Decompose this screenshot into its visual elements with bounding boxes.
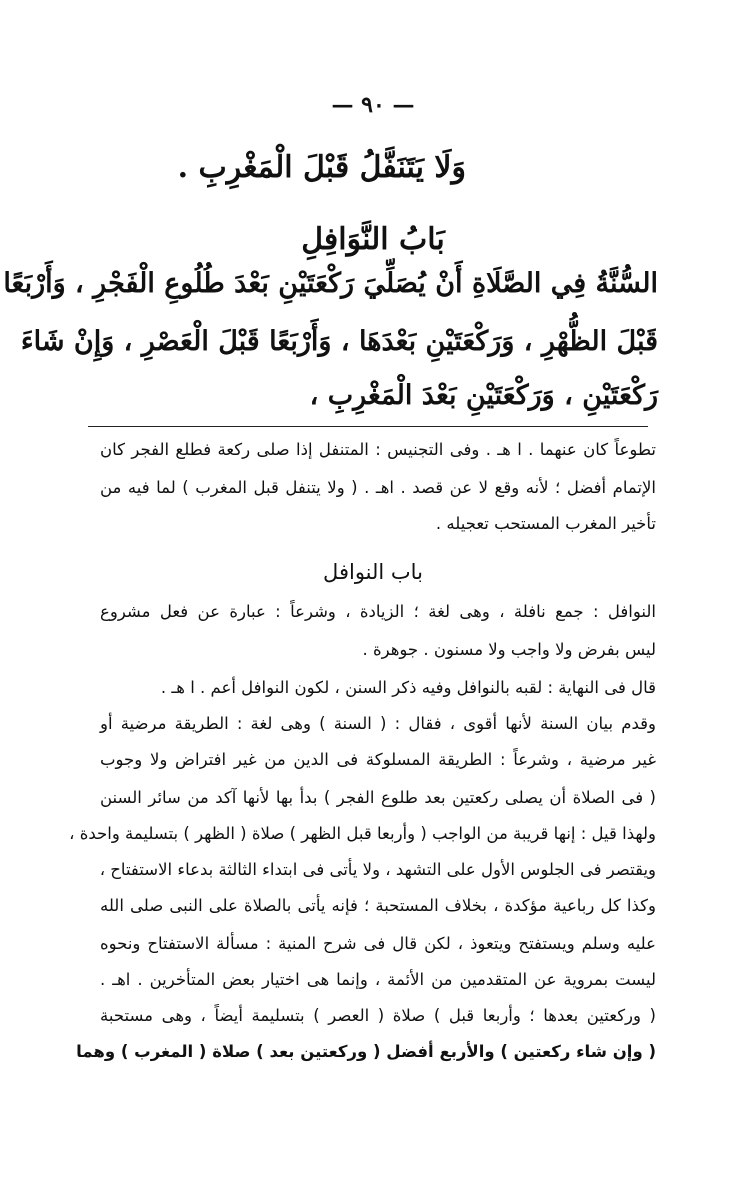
commentary-line: غير مرضية ، وشرعاً : الطريقة المسلوكة فى الدين من غير افتراض ولا وجوب	[100, 750, 656, 769]
matn-line: السُّنَّةُ فِي الصَّلَاةِ أَنْ يُصَلِّيَ رَكْعَتَيْنِ بَعْدَ طُلُوعِ الْفَجْرِ ، وَأَرْبَعًا	[3, 268, 658, 299]
commentary-line: ليس بفرض ولا واجب ولا مسنون . جوهرة .	[362, 640, 656, 659]
commentary-line: ( فى الصلاة أن يصلى ركعتين بعد طلوع الفجر ) بدأ بها لأنها آكد من سائر السنن	[100, 788, 656, 807]
commentary-line: الإتمام أفضل ؛ لأنه وقع لا عن قصد . اهـ . ( ولا يتنفل قبل المغرب ) لما فيه من	[100, 478, 656, 497]
commentary-line: وقدم بيان السنة لأنها أقوى ، فقال : ( السنة ) وهى لغة : الطريقة مرضية أو	[100, 714, 656, 733]
matn-section-title: بَابُ النَّوَافِلِ	[301, 222, 445, 257]
commentary-line: وكذا كل رباعية مؤكدة ، بخلاف المستحبة ؛ فإنه يأتى بالصلاة على النبى صلى الله	[100, 896, 656, 915]
page-number: — ٩٠ —	[331, 92, 415, 118]
commentary-line: تطوعاً كان عنهما . ا هـ . وفى التجنيس : المتنفل إذا صلى ركعة فطلع الفجر كان	[100, 440, 656, 459]
commentary-line: ( وركعتين بعدها ؛ وأربعا قبل ) صلاة ( العصر ) بتسليمة أيضاً ، وهى مستحبة	[100, 1006, 656, 1025]
commentary-line: عليه وسلم ويستفتح ويتعوذ ، لكن قال فى شرح المنية : مسألة الاستفتاح ونحوه	[100, 934, 656, 953]
commentary-line: تأخير المغرب المستحب تعجيله .	[435, 514, 656, 533]
commentary-line: ( وإن شاء ركعتين ) والأربع أفضل ( وركعتين بعد ) صلاة ( المغرب ) وهما	[76, 1042, 656, 1061]
separator-rule	[88, 426, 648, 427]
commentary-line: النوافل : جمع نافلة ، وهى لغة ؛ الزيادة ، وشرعاً : عبارة عن فعل مشروع	[100, 602, 656, 621]
matn-closing-line: وَلَا يَتَنَفَّلُ قَبْلَ الْمَغْرِبِ .	[177, 150, 466, 185]
commentary-line: ويقتصر فى الجلوس الأول على التشهد ، ولا يأتى فى ابتداء الثالثة بدعاء الاستفتاح ،	[99, 860, 656, 879]
matn-line: رَكْعَتَيْنِ ، وَرَكْعَتَيْنِ بَعْدَ الْمَغْرِبِ ،	[309, 380, 658, 411]
matn-line: قَبْلَ الظُّهْرِ ، وَرَكْعَتَيْنِ بَعْدَهَا ، وَأَرْبَعًا قَبْلَ الْعَصْرِ ، وَإِنْ شَاءَ	[20, 326, 658, 357]
commentary-line: ليست بمروية عن المتقدمين من الأئمة ، وإنما هى اختيار بعض المتأخرين . اهـ .	[100, 970, 656, 989]
commentary-section-title: باب النوافل	[323, 560, 423, 584]
commentary-line: ولهذا قيل : إنها قريبة من الواجب ( وأربعا قبل الظهر ) صلاة ( الظهر ) بتسليمة واحدة ،	[69, 824, 656, 843]
commentary-line: قال فى النهاية : لقبه بالنوافل وفيه ذكر السنن ، لكون النوافل أعم . ا هـ .	[160, 678, 656, 697]
